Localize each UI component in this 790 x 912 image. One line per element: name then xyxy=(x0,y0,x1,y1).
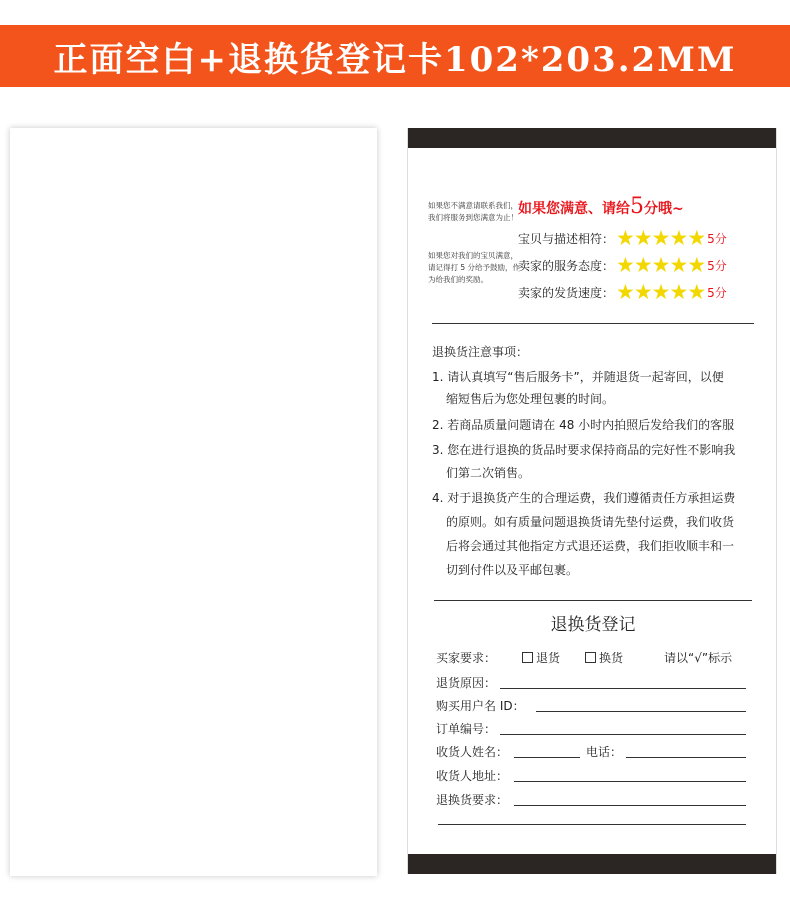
note-line: 后将会通过其他指定方式退还运费，我们拒收顺丰和一 xyxy=(446,539,735,553)
register-title: 退换货登记 xyxy=(550,615,636,635)
rating-row-description xyxy=(518,226,763,250)
star-icons: ★★★★★ xyxy=(616,225,706,250)
note-line: 切到付件以及平邮包裹。 xyxy=(446,563,579,577)
phone-field[interactable] xyxy=(626,757,746,758)
note-line: 缩短售后为您处理包裹的时间。 xyxy=(446,392,615,406)
divider xyxy=(432,323,754,324)
return-option-label: 退货 xyxy=(536,651,561,665)
note-line: 的原则。如有质量问题退换货请先垫付运费，我们收货 xyxy=(446,515,735,529)
note-line: 1. 请认真填写“售后服务卡”，并随退货一起寄回，以便 xyxy=(432,370,724,384)
note-line: 们第二次销售。 xyxy=(446,466,531,480)
exchange-checkbox[interactable] xyxy=(585,652,596,663)
rating-label: 卖家的服务态度： xyxy=(518,258,615,273)
phone-label: 电话： xyxy=(586,745,623,759)
rating-row-shipping xyxy=(518,280,763,304)
rating-score: 5分 xyxy=(707,231,727,246)
return-checkbox[interactable] xyxy=(522,652,533,663)
headline-suffix: 分哦~ xyxy=(644,201,684,217)
rating-label: 卖家的发货速度： xyxy=(518,285,615,300)
receiver-name-label: 收货人姓名： xyxy=(436,745,509,759)
receiver-address-field[interactable] xyxy=(514,781,746,782)
order-no-field[interactable] xyxy=(500,734,746,735)
blank-front-card xyxy=(10,128,377,876)
buyer-request-label: 买家要求： xyxy=(436,651,497,665)
rating-score: 5分 xyxy=(707,285,727,300)
return-reason-field[interactable] xyxy=(500,688,746,689)
exchange-option[interactable] xyxy=(585,649,623,666)
exchange-request-field[interactable] xyxy=(514,805,746,806)
title-banner xyxy=(0,25,790,87)
buyer-id-field[interactable] xyxy=(536,711,746,712)
headline-prefix: 如果您满意、请给 xyxy=(518,201,630,217)
rating-label: 宝贝与描述相符： xyxy=(518,231,615,246)
note-line: 2. 若商品质量问题请在 48 小时内拍照后发给我们的客服 xyxy=(432,418,735,432)
star-icons: ★★★★★ xyxy=(616,252,706,277)
buyer-id-label: 购买用户名 ID： xyxy=(436,699,525,713)
note-line: 4. 对于退换货产生的合理运费，我们遵循责任方承担运费 xyxy=(432,491,736,505)
receiver-address-label: 收货人地址： xyxy=(436,769,509,783)
card-top-bar xyxy=(408,128,776,148)
extra-line-field[interactable] xyxy=(438,824,746,825)
side-note-contact: 如果您不满意请联系我们，我们将服务到您满意为止！ xyxy=(428,201,518,222)
notes-title: 退换货注意事项： xyxy=(432,345,529,359)
divider xyxy=(434,600,752,601)
return-exchange-card xyxy=(407,128,777,874)
exchange-request-label: 退换货要求： xyxy=(436,793,509,807)
banner-title: 正面空白+退换货登记卡102*203.2MM xyxy=(53,39,737,80)
star-icons: ★★★★★ xyxy=(616,279,706,304)
rating-score: 5分 xyxy=(707,258,727,273)
rating-headline xyxy=(518,194,684,219)
return-option[interactable] xyxy=(522,649,560,666)
order-no-label: 订单编号： xyxy=(436,722,497,736)
rating-row-service xyxy=(518,253,763,277)
headline-number: 5 xyxy=(630,194,644,219)
tick-hint: 请以“√”标示 xyxy=(664,651,733,665)
side-note-rating: 如果您对我们的宝贝满意，请记得打 5 分给予鼓励，作为给我们的奖励。 xyxy=(428,251,521,284)
note-line: 3. 您在进行退换的货品时要求保持商品的完好性不影响我 xyxy=(432,443,736,457)
card-bottom-bar xyxy=(408,854,776,874)
receiver-name-field[interactable] xyxy=(514,757,580,758)
exchange-option-label: 换货 xyxy=(599,651,624,665)
return-reason-label: 退货原因： xyxy=(436,676,497,690)
